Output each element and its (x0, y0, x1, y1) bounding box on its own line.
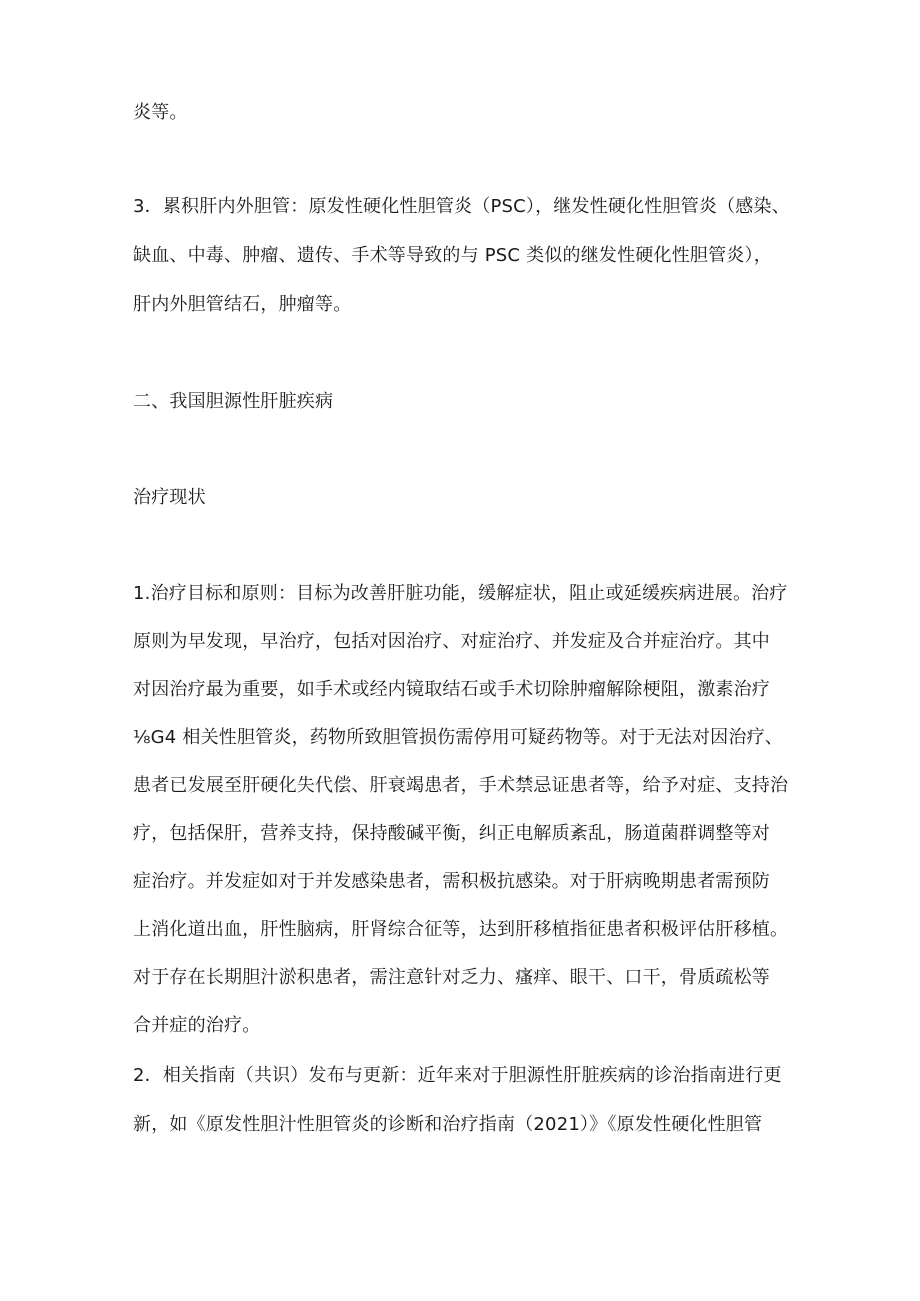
text-line: 症治疗。并发症如对于并发感染患者，需积极抗感染。对于肝病晚期患者需预防 (133, 871, 770, 892)
text-line: 合并症的治疗。 (133, 1015, 261, 1036)
text-line: 上消化道出血，肝性脑病，肝肾综合征等，达到肝移植指征患者积极评估肝移植。 (133, 919, 789, 940)
section-heading: 二、我国胆源性肝脏疾病 (133, 391, 334, 412)
text-line: 3．累积肝内外胆管：原发性硬化性胆管炎（PSC），继发性硬化性胆管炎（感染、 (133, 196, 790, 217)
text-line: 患者已发展至肝硬化失代偿、肝衰竭患者，手术禁忌证患者等，给予对症、支持治 (133, 775, 789, 796)
text-line: 2．相关指南（共识）发布与更新：近年来对于胆源性肝脏疾病的诊治指南进行更 (133, 1065, 782, 1086)
text-line: 新，如《原发性胆汁性胆管炎的诊断和治疗指南（2021）》《原发性硬化性胆管 (133, 1114, 763, 1135)
text-line: ⅛G4 相关性胆管炎，药物所致胆管损伤需停用可疑药物等。对于无法对因治疗、 (133, 727, 783, 748)
text-line: 疗，包括保肝，营养支持，保持酸碱平衡，纠正电解质紊乱，肠道菌群调整等对 (133, 823, 770, 844)
text-line: 对因治疗最为重要，如手术或经内镜取结石或手术切除肿瘤解除梗阻，激素治疗 (133, 679, 770, 700)
text-line: 炎等。 (133, 102, 188, 123)
text-line: 缺血、中毒、肿瘤、遗传、手术等导致的与 PSC 类似的继发性硬化性胆管炎）， (133, 245, 772, 266)
text-line: 对于存在长期胆汁淤积患者，需注意针对乏力、瘙痒、眼干、口干，骨质疏松等 (133, 967, 770, 988)
text-line: 原则为早发现，早治疗，包括对因治疗、对症治疗、并发症及合并症治疗。其中 (133, 631, 770, 652)
text-line: 肝内外胆管结石，肿瘤等。 (133, 294, 352, 315)
text-line: 1.治疗目标和原则：目标为改善肝脏功能，缓解症状，阻止或延缓疾病进展。治疗 (133, 583, 788, 604)
subsection-heading: 治疗现状 (133, 487, 206, 508)
